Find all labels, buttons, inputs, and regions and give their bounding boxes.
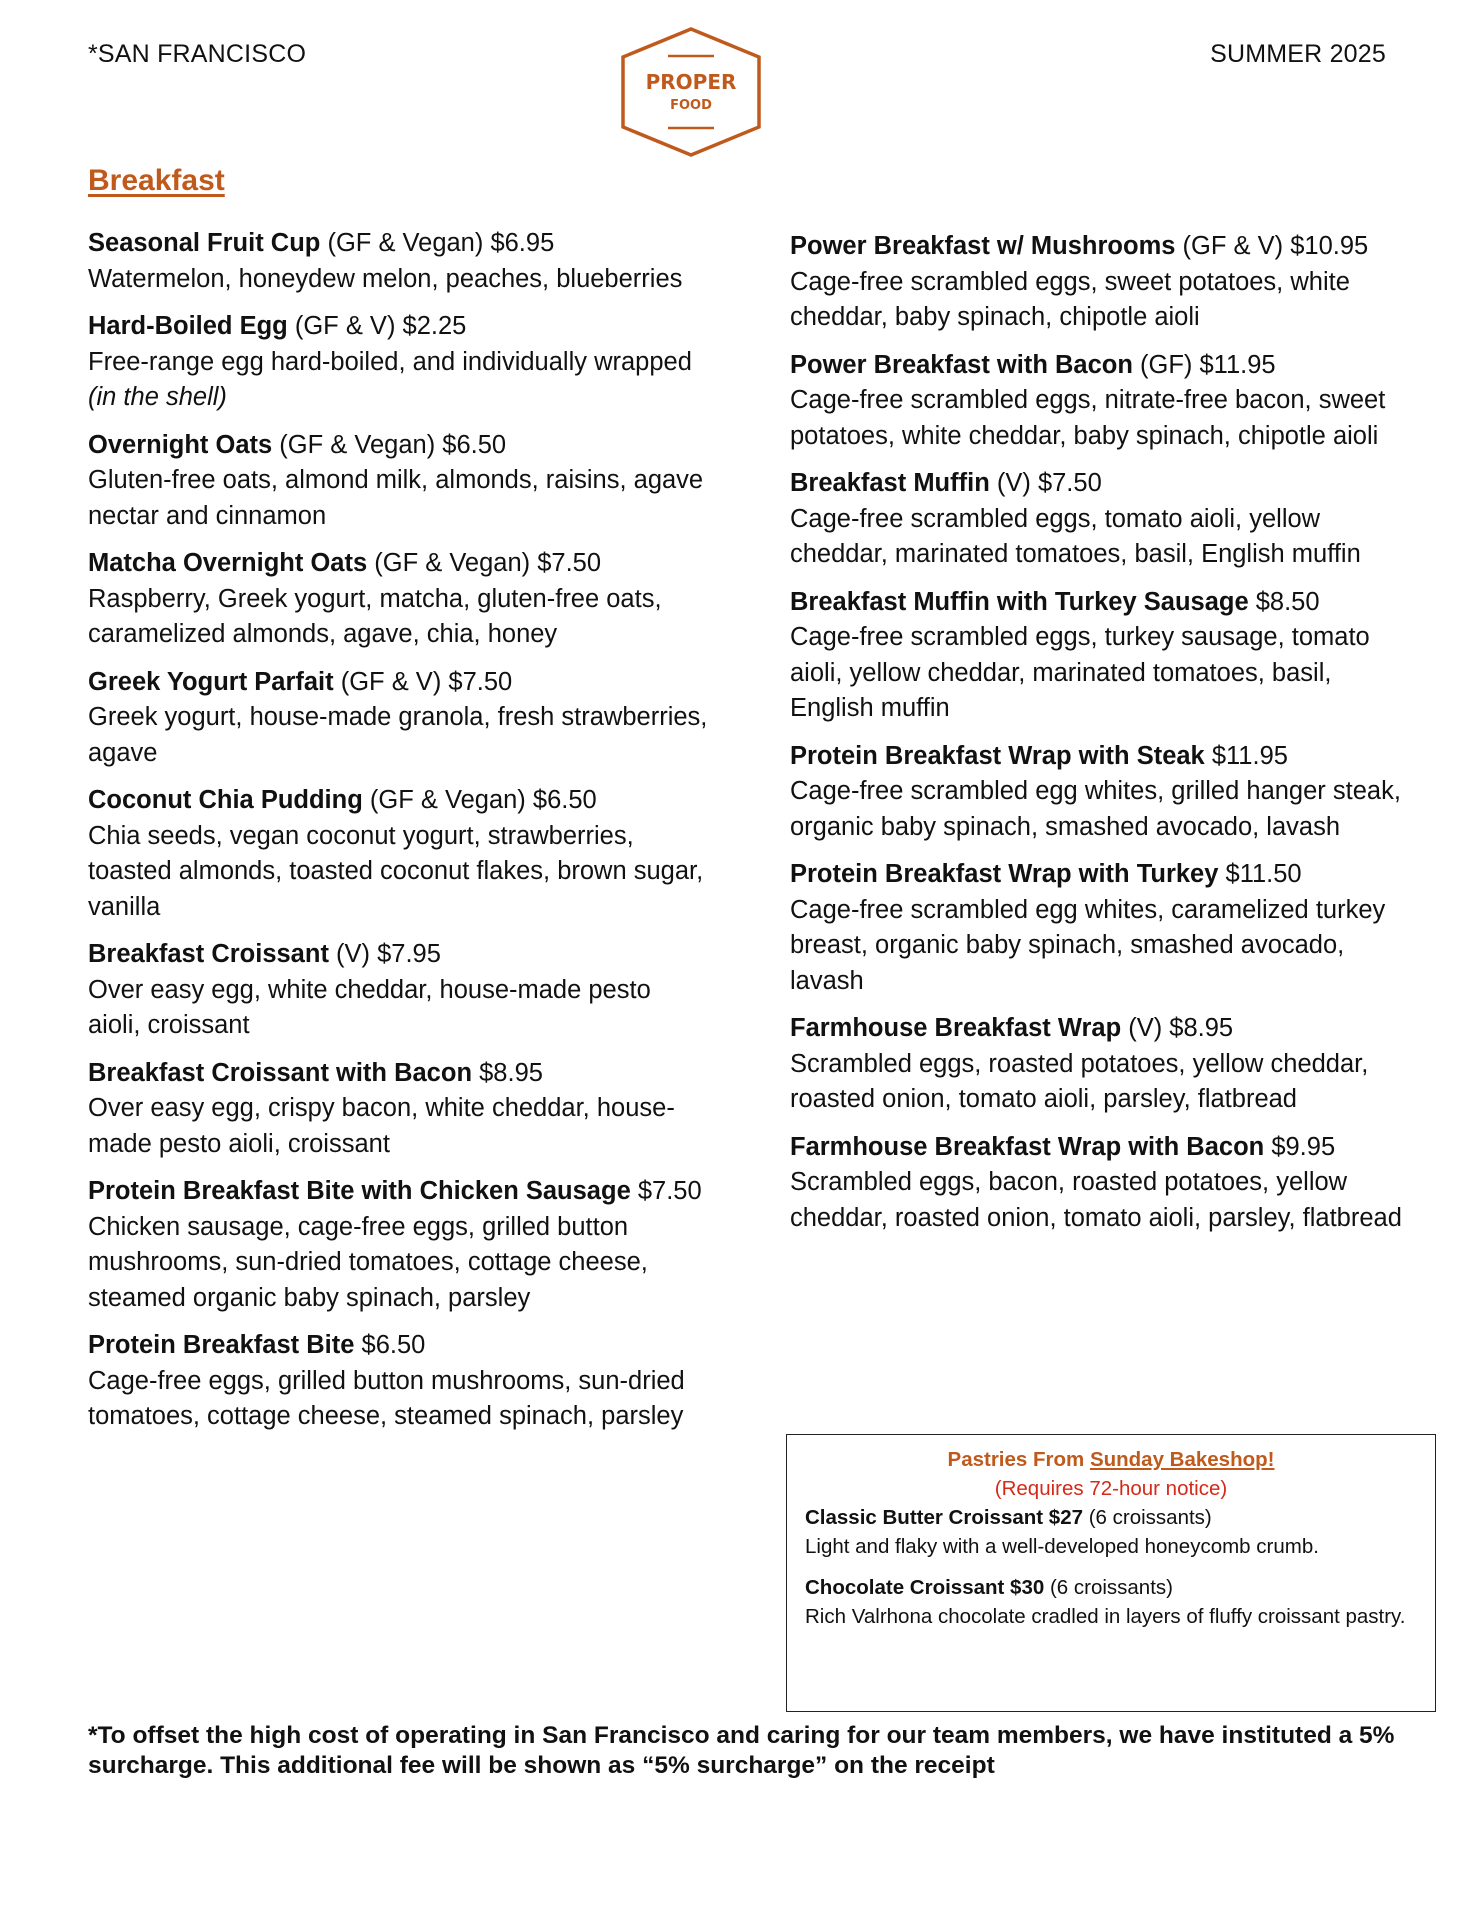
item-tags-price: (V) $7.95 bbox=[328, 940, 441, 968]
item-description: Chia seeds, vegan coconut yogurt, strawberries, toasted almonds, toasted coconut flakes, brown sugar, vanilla bbox=[88, 821, 704, 921]
item-tags-price: (GF & V) $10.95 bbox=[1175, 232, 1369, 260]
item-name: Farmhouse Breakfast Wrap bbox=[790, 1014, 1122, 1042]
item-name: Breakfast Muffin bbox=[790, 469, 990, 497]
item-description: Scrambled eggs, bacon, roasted potatoes, yellow cheddar, roasted onion, tomato aioli, parsley, flatbread bbox=[790, 1168, 1402, 1232]
proper-food-logo bbox=[618, 26, 764, 158]
logo-text-proper: PROPER bbox=[645, 70, 737, 94]
item-name: Overnight Oats bbox=[88, 430, 273, 459]
item-tags-price: $9.95 bbox=[1264, 1132, 1336, 1161]
item-name: Seasonal Fruit Cup bbox=[88, 229, 321, 257]
pastry-quantity: (6 croissants) bbox=[1044, 1576, 1173, 1599]
menu-item bbox=[790, 348, 1420, 455]
pastry-item bbox=[805, 1573, 1417, 1631]
item-description: Cage-free scrambled egg whites, grilled hanger steak, organic baby spinach, smashed avocado, lavash bbox=[790, 777, 1401, 841]
menu-item bbox=[88, 1328, 708, 1435]
season-label: SUMMER 2025 bbox=[1210, 40, 1386, 68]
item-description: Chicken sausage, cage-free eggs, grilled button mushrooms, sun-dried tomatoes, cottage cheese, steamed organic baby spinach, parsley bbox=[88, 1212, 648, 1312]
menu-item bbox=[790, 585, 1420, 727]
item-name: Power Breakfast with Bacon bbox=[790, 350, 1133, 379]
item-name: Coconut Chia Pudding bbox=[88, 786, 363, 814]
item-description: Scrambled eggs, roasted potatoes, yellow cheddar, roasted onion, tomato aioli, parsley, flatbread bbox=[790, 1049, 1369, 1113]
menu-item bbox=[88, 665, 708, 772]
pastry-description: Rich Valrhona chocolate cradled in layers of fluffy croissant pastry. bbox=[805, 1605, 1406, 1628]
item-tags-price: (GF) $11.95 bbox=[1132, 350, 1276, 379]
menu-column-right bbox=[790, 229, 1420, 1236]
sunday-bakeshop-link[interactable]: Sunday Bakeshop! bbox=[1089, 1448, 1275, 1471]
menu-item bbox=[88, 783, 708, 925]
menu-item bbox=[790, 857, 1420, 999]
menu-column-left bbox=[88, 226, 708, 1435]
logo-text-food: FOOD bbox=[670, 98, 712, 113]
item-name: Breakfast Muffin with Turkey Sausage bbox=[790, 587, 1249, 616]
item-description: Cage-free scrambled eggs, sweet potatoes, white cheddar, baby spinach, chipotle aioli bbox=[790, 267, 1350, 331]
menu-item bbox=[790, 229, 1420, 336]
item-name: Matcha Overnight Oats bbox=[88, 549, 368, 577]
location-label: *SAN FRANCISCO bbox=[88, 40, 307, 68]
item-name: Greek Yogurt Parfait bbox=[88, 667, 334, 696]
item-tags-price: (V) $8.95 bbox=[1121, 1014, 1234, 1042]
item-description: Cage-free eggs, grilled button mushrooms, sun-dried tomatoes, cottage cheese, steamed spinach, parsley bbox=[88, 1366, 685, 1430]
item-name: Protein Breakfast Bite bbox=[88, 1331, 355, 1359]
item-tags-price: (GF & Vegan) $6.95 bbox=[320, 229, 555, 257]
menu-item bbox=[790, 1130, 1420, 1237]
item-description: Cage-free scrambled eggs, nitrate-free bacon, sweet potatoes, white cheddar, baby spinach, chipotle aioli bbox=[790, 386, 1386, 450]
pastry-description: Light and flaky with a well-developed honeycomb crumb. bbox=[805, 1535, 1319, 1558]
item-name: Protein Breakfast Wrap with Steak bbox=[790, 741, 1205, 770]
menu-item bbox=[88, 226, 708, 297]
item-name: Protein Breakfast Wrap with Turkey bbox=[790, 860, 1219, 888]
pastry-name-price: Classic Butter Croissant $27 bbox=[805, 1506, 1084, 1529]
item-tags-price: $11.95 bbox=[1204, 741, 1288, 770]
item-tags-price: (V) $7.50 bbox=[989, 469, 1102, 497]
menu-item bbox=[790, 739, 1420, 846]
menu-item bbox=[88, 546, 708, 653]
item-tags-price: (GF & V) $7.50 bbox=[333, 667, 513, 696]
menu-item bbox=[88, 428, 708, 535]
menu-item bbox=[88, 1174, 708, 1316]
pastries-heading: Pastries From bbox=[947, 1448, 1090, 1471]
item-description: Greek yogurt, house-made granola, fresh strawberries, agave bbox=[88, 703, 708, 767]
item-description: Gluten-free oats, almond milk, almonds, raisins, agave nectar and cinnamon bbox=[88, 466, 704, 530]
pastry-quantity: (6 croissants) bbox=[1083, 1506, 1212, 1529]
item-name: Hard-Boiled Egg bbox=[88, 312, 288, 340]
item-name: Power Breakfast w/ Mushrooms bbox=[790, 232, 1176, 260]
item-tags-price: (GF & Vegan) $7.50 bbox=[367, 549, 602, 577]
item-tags-price: $6.50 bbox=[354, 1331, 426, 1359]
item-tags-price: (GF & V) $2.25 bbox=[287, 312, 467, 340]
section-title-breakfast: Breakfast bbox=[88, 164, 225, 197]
item-description: Free-range egg hard-boiled, and individually wrapped bbox=[88, 347, 692, 376]
pastry-name-price: Chocolate Croissant $30 bbox=[805, 1576, 1045, 1599]
menu-item bbox=[88, 309, 708, 416]
pastries-notice: (Requires 72-hour notice) bbox=[994, 1477, 1228, 1500]
item-description: Watermelon, honeydew melon, peaches, blueberries bbox=[88, 264, 683, 293]
item-description: Cage-free scrambled eggs, tomato aioli, yellow cheddar, marinated tomatoes, basil, English muffin bbox=[790, 504, 1361, 568]
menu-item bbox=[88, 1056, 708, 1163]
item-description: Raspberry, Greek yogurt, matcha, gluten-free oats, caramelized almonds, agave, chia, honey bbox=[88, 584, 662, 648]
item-tags-price: (GF & Vegan) $6.50 bbox=[362, 786, 597, 814]
menu-item bbox=[790, 1011, 1420, 1118]
item-tags-price: $11.50 bbox=[1218, 860, 1302, 888]
item-tags-price: (GF & Vegan) $6.50 bbox=[272, 430, 507, 459]
item-name: Farmhouse Breakfast Wrap with Bacon bbox=[790, 1132, 1265, 1161]
pastries-box bbox=[786, 1434, 1436, 1712]
item-name: Breakfast Croissant bbox=[88, 940, 329, 968]
item-description-note: (in the shell) bbox=[88, 383, 227, 411]
item-description: Cage-free scrambled eggs, turkey sausage, tomato aioli, yellow cheddar, marinated tomatoes, basil, English muffin bbox=[790, 623, 1370, 722]
item-name: Protein Breakfast Bite with Chicken Sausage bbox=[88, 1177, 631, 1205]
item-name: Breakfast Croissant with Bacon bbox=[88, 1058, 473, 1087]
item-tags-price: $8.95 bbox=[472, 1058, 543, 1087]
pastry-item bbox=[805, 1503, 1417, 1561]
menu-item bbox=[790, 466, 1420, 573]
item-description: Cage-free scrambled egg whites, caramelized turkey breast, organic baby spinach, smashed avocado, lavash bbox=[790, 895, 1386, 995]
item-description: Over easy egg, crispy bacon, white cheddar, house-made pesto aioli, croissant bbox=[88, 1094, 675, 1158]
surcharge-footnote: *To offset the high cost of operating in San Francisco and caring for our team members, we have instituted a 5% surcharge. This additional fee will be shown as “5% surcharge” on the receipt bbox=[88, 1722, 1395, 1779]
menu-item bbox=[88, 937, 708, 1044]
item-description: Over easy egg, white cheddar, house-made pesto aioli, croissant bbox=[88, 975, 651, 1039]
item-tags-price: $7.50 bbox=[630, 1177, 702, 1205]
item-tags-price: $8.50 bbox=[1248, 587, 1320, 616]
